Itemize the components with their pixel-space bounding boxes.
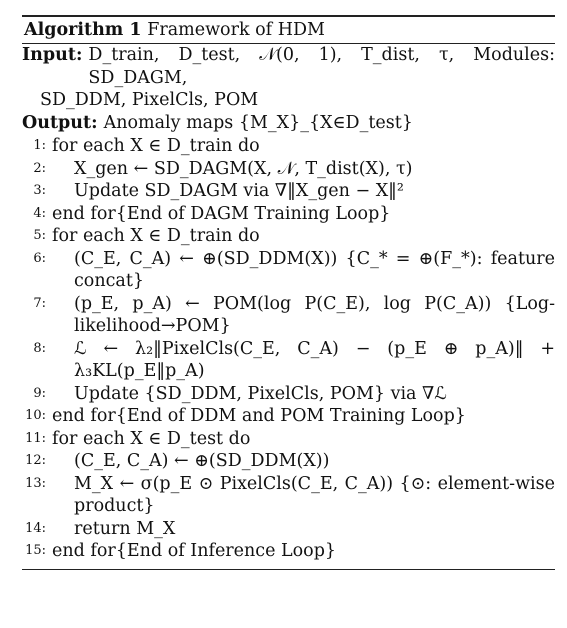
input-line-1: D_train, D_test, 𝒩(0, 1), T_dist, τ, Modules: SD_DAGM,	[88, 45, 555, 88]
step-text: for each X ∈ D_train do	[52, 226, 260, 246]
output-text: Anomaly maps {M_X}_{X∈D_test}	[103, 112, 413, 133]
line-number: 11:	[25, 430, 46, 446]
algorithm-step-8	[22, 338, 555, 361]
step-text: end for{End of DAGM Training Loop}	[52, 203, 391, 224]
algorithm-step-6	[22, 248, 555, 271]
algorithm-step-9	[22, 383, 555, 406]
line-number: 6:	[33, 250, 46, 266]
line-number: 14:	[25, 520, 46, 536]
algorithm-step-10	[22, 405, 555, 428]
input-line-2: SD_DDM, PixelCls, POM	[40, 90, 259, 110]
algorithm-step-3	[22, 180, 555, 203]
line-number	[22, 315, 52, 338]
line-number: 3:	[33, 183, 46, 198]
step-text: Update SD_DAGM via ∇‖X_gen − X‖²	[74, 181, 404, 201]
algorithm-step-7	[22, 293, 555, 316]
algorithm-step-15	[22, 540, 555, 563]
step-text: product}	[74, 496, 155, 516]
line-number	[22, 495, 52, 518]
algorithm-label: Algorithm 1	[24, 20, 142, 40]
line-number: 8:	[33, 340, 46, 356]
algorithm-title	[22, 17, 555, 43]
step-text: (p_E, p_A) ← POM(log P(C_E), log P(C_A)) {Log-	[74, 293, 555, 314]
algorithm-step-12	[22, 450, 555, 473]
io-section	[22, 44, 555, 134]
step-text: (C_E, C_A) ← ⊕(SD_DDM(X))	[74, 451, 330, 471]
step-text: concat}	[74, 271, 145, 291]
algorithm-block	[22, 15, 555, 570]
input-label: Input:	[22, 45, 83, 65]
algorithm-step-6-cont	[22, 270, 555, 293]
step-text: end for{End of DDM and POM Training Loop}	[52, 406, 466, 426]
algorithm-steps	[22, 135, 555, 563]
step-text: return M_X	[74, 518, 176, 539]
step-text: for each X ∈ D_test do	[52, 428, 251, 449]
step-text: likelihood→POM}	[74, 316, 231, 336]
step-text: λ₃KL(p_E‖p_A)	[74, 361, 205, 381]
line-number: 13:	[25, 475, 46, 491]
line-number: 15:	[25, 543, 46, 558]
algorithm-step-1	[22, 135, 555, 158]
input-row	[22, 44, 555, 89]
line-number: 1:	[33, 138, 46, 153]
step-text: end for{End of Inference Loop}	[52, 541, 337, 561]
line-number	[22, 270, 52, 293]
algorithm-step-5	[22, 225, 555, 248]
algorithm-step-11	[22, 428, 555, 451]
line-number: 5:	[33, 228, 46, 243]
algorithm-step-13-cont	[22, 495, 555, 518]
step-text: (C_E, C_A) ← ⊕(SD_DDM(X)) {C_* = ⊕(F_*): feature	[74, 248, 555, 269]
algorithm-step-13	[22, 473, 555, 496]
algorithm-step-4	[22, 203, 555, 226]
step-text: M_X ← σ(p_E ⊙ PixelCls(C_E, C_A)) {⊙: element-wise	[74, 473, 555, 494]
line-number: 2:	[33, 160, 46, 176]
algorithm-step-14	[22, 518, 555, 541]
algorithm-title-text: Framework of HDM	[147, 20, 325, 40]
algorithm-step-8-cont	[22, 360, 555, 383]
algorithm-step-2	[22, 158, 555, 181]
line-number: 7:	[33, 295, 46, 311]
step-text: Update {SD_DDM, PixelCls, POM} via ∇ℒ	[74, 383, 447, 404]
step-text: for each X ∈ D_train do	[52, 136, 260, 156]
line-number: 4:	[33, 205, 46, 221]
output-label: Output:	[22, 112, 98, 133]
bottom-rule	[22, 569, 555, 570]
step-text: ℒ ← λ₂‖PixelCls(C_E, C_A) − (p_E ⊕ p_A)‖ +	[74, 338, 555, 359]
line-number: 9:	[33, 385, 46, 401]
line-number	[22, 360, 52, 383]
algorithm-step-7-cont	[22, 315, 555, 338]
step-text: X_gen ← SD_DAGM(X, 𝒩, T_dist(X), τ)	[74, 158, 413, 179]
output-row	[22, 112, 555, 135]
line-number: 10:	[25, 408, 46, 423]
line-number: 12:	[25, 453, 46, 468]
